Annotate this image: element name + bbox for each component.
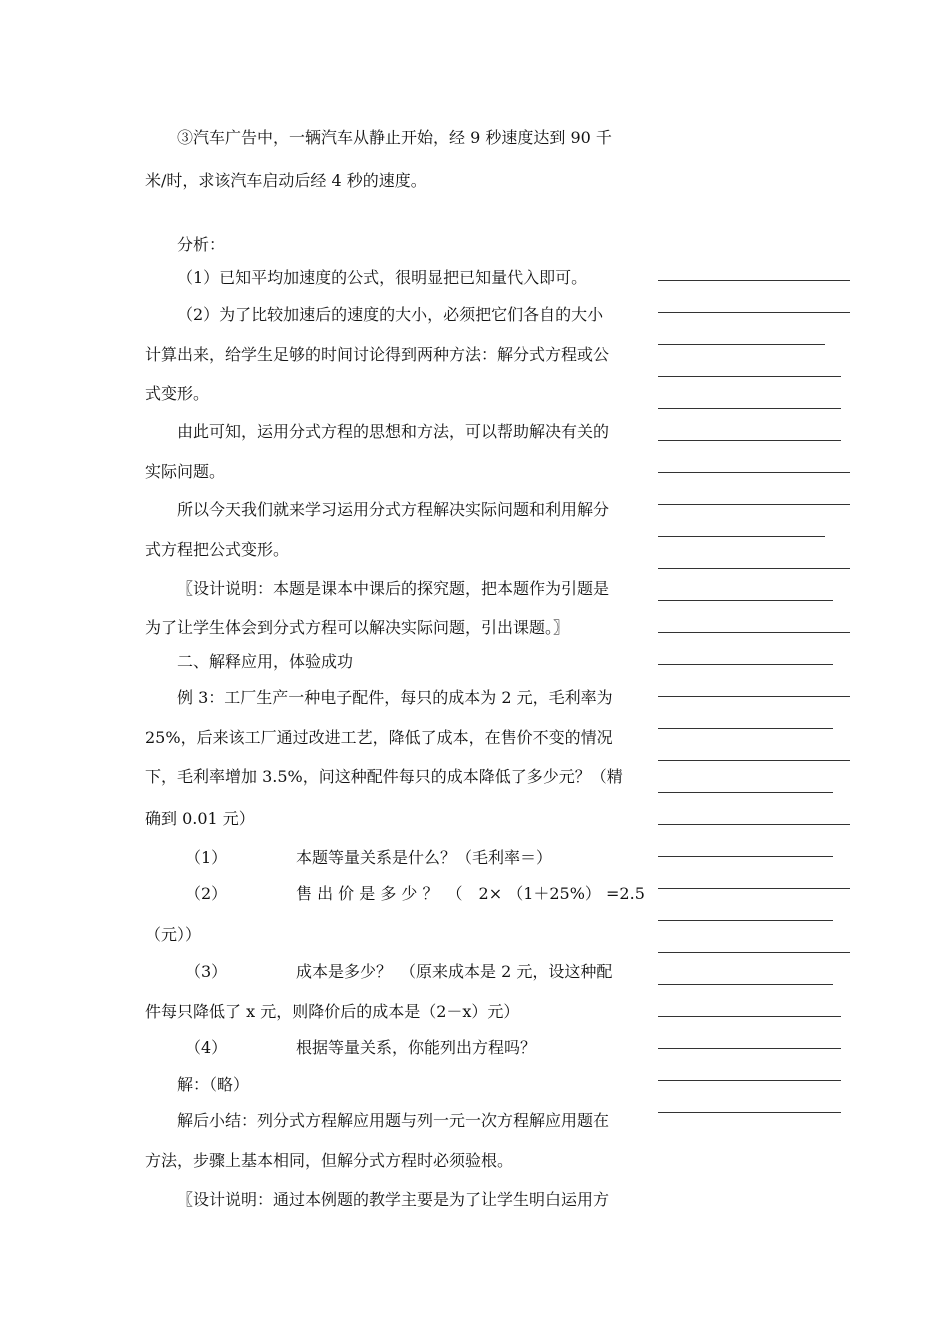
note-line bbox=[658, 600, 833, 601]
paragraph-line: 计算出来，给学生足够的时间讨论得到两种方法：解分式方程或公 bbox=[145, 345, 610, 364]
note-line bbox=[658, 792, 833, 793]
paragraph-line: 由此可知，运用分式方程的思想和方法，可以帮助解决有关的 bbox=[177, 422, 610, 441]
note-line bbox=[658, 504, 850, 505]
summary-line: 解后小结：列分式方程解应用题与列一元一次方程解应用题在 bbox=[177, 1111, 610, 1130]
note-line bbox=[658, 280, 850, 281]
paragraph-line: （1）已知平均加速度的公式，很明显把已知量代入即可。 bbox=[177, 268, 588, 287]
question-text: 本题等量关系是什么？（毛利率＝） bbox=[296, 848, 553, 867]
design-note-line: 〖设计说明：通过本例题的教学主要是为了让学生明白运用方 bbox=[177, 1190, 610, 1209]
note-line bbox=[658, 632, 850, 633]
paragraph-line: 实际问题。 bbox=[145, 462, 226, 481]
note-line bbox=[658, 376, 841, 377]
paragraph-line: 式方程把公式变形。 bbox=[145, 540, 290, 559]
paragraph-line: 所以今天我们就来学习运用分式方程解决实际问题和利用解分 bbox=[177, 500, 610, 519]
note-line bbox=[658, 344, 825, 345]
question-number: （1） bbox=[185, 848, 228, 867]
note-line bbox=[658, 536, 825, 537]
question-text: 成本是多少？ （原来成本是 2 元，设这种配 bbox=[296, 962, 613, 981]
note-line bbox=[658, 1112, 841, 1113]
note-line bbox=[658, 312, 850, 313]
note-line bbox=[658, 408, 841, 409]
note-line bbox=[658, 1080, 841, 1081]
note-line bbox=[658, 440, 841, 441]
note-line bbox=[658, 1048, 841, 1049]
design-note-line: 〖设计说明：本题是课本中课后的探究题，把本题作为引题是 bbox=[177, 579, 610, 598]
note-line bbox=[658, 1016, 841, 1017]
example-line: 例 3：工厂生产一种电子配件，每只的成本为 2 元，毛利率为 bbox=[177, 688, 613, 707]
note-line bbox=[658, 952, 850, 953]
note-line bbox=[658, 984, 833, 985]
paragraph-line: 式变形。 bbox=[145, 384, 210, 403]
design-note-line: 为了让学生体会到分式方程可以解决实际问题，引出课题。〗 bbox=[145, 618, 570, 637]
note-line bbox=[658, 888, 850, 889]
note-line bbox=[658, 760, 850, 761]
note-line bbox=[658, 696, 850, 697]
note-line bbox=[658, 824, 850, 825]
note-line bbox=[658, 568, 850, 569]
note-line bbox=[658, 664, 833, 665]
question-number: （2） bbox=[185, 884, 228, 903]
example-line: 确到 0.01 元） bbox=[145, 809, 255, 828]
summary-line: 方法，步骤上基本相同，但解分式方程时必须验根。 bbox=[145, 1151, 514, 1170]
question-text: 售 出 价 是 多 少 ？ （ 2× （1＋25%） =2.5 bbox=[296, 884, 645, 903]
question-text: （元）） bbox=[145, 925, 202, 944]
question-text: 根据等量关系，你能列出方程吗？ bbox=[296, 1038, 537, 1057]
solution-line: 解：（略） bbox=[177, 1075, 250, 1094]
example-line: 25%，后来该工厂通过改进工艺，降低了成本，在售价不变的情况 bbox=[145, 728, 613, 747]
paragraph-line: 米/时，求该汽车启动后经 4 秒的速度。 bbox=[145, 171, 427, 190]
question-text: 件每只降低了 x 元，则降价后的成本是（2－x）元） bbox=[145, 1002, 520, 1021]
note-line bbox=[658, 856, 833, 857]
note-line bbox=[658, 920, 833, 921]
question-number: （3） bbox=[185, 962, 228, 981]
note-line bbox=[658, 728, 833, 729]
note-line bbox=[658, 472, 850, 473]
paragraph-line: ③汽车广告中，一辆汽车从静止开始，经 9 秒速度达到 90 千 bbox=[177, 128, 612, 147]
example-line: 下，毛利率增加 3.5%，问这种配件每只的成本降低了多少元？（精 bbox=[145, 767, 623, 786]
paragraph-line: （2）为了比较加速后的速度的大小，必须把它们各自的大小 bbox=[177, 305, 604, 324]
question-number: （4） bbox=[185, 1038, 228, 1057]
section-label: 分析： bbox=[177, 235, 226, 254]
section-heading: 二、解释应用，体验成功 bbox=[177, 652, 354, 671]
